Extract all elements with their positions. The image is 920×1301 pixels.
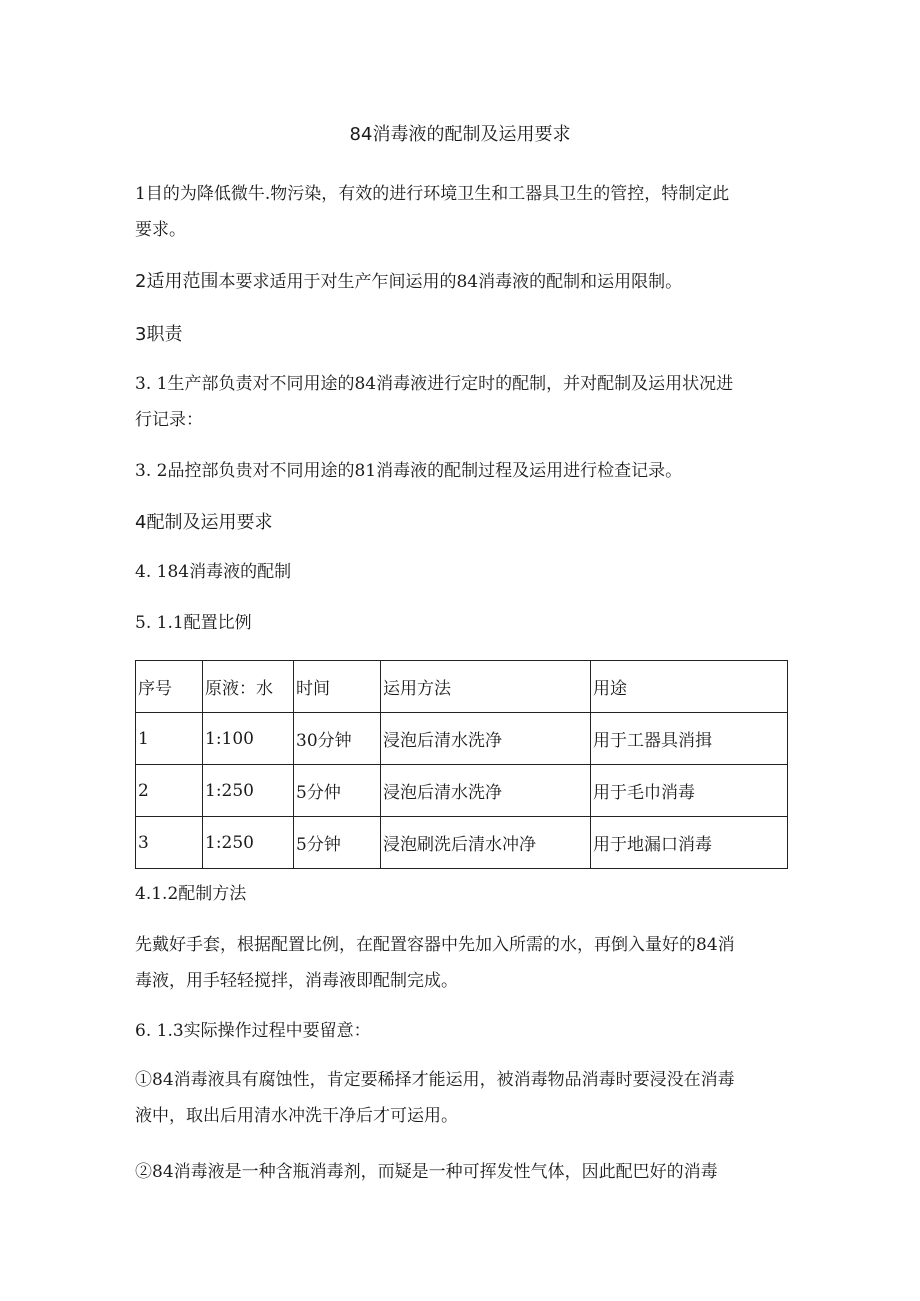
table-header-cell: 序号 (136, 661, 203, 713)
table-cell: 用于工器具消揖 (591, 713, 788, 765)
table-header-cell: 用途 (591, 661, 788, 713)
document-title: 84消毒液的配制及运用要求 (349, 124, 571, 145)
table-header-cell: 时间 (294, 661, 381, 713)
table-row (136, 817, 788, 869)
table-cell: 5分钟 (294, 817, 381, 869)
note-1-line-2: 液中，取出后用清水冲洗干净后才可运用。 (135, 1106, 458, 1126)
scope-paragraph (135, 270, 795, 294)
requirements-sub-1: 4. 184消毒液的配制 (135, 562, 292, 582)
table-cell: 浸泡后清水洗净 (381, 713, 591, 765)
requirements-sub-2: 5. 1.1配置比例 (135, 613, 252, 633)
duties-item-1-line-2: 行记录： (135, 410, 203, 430)
method-line-2: 毒液，用手轻轻搅拌，消毒液即配制完成。 (135, 971, 458, 991)
table-cell: 1:250 (203, 817, 294, 869)
table-row (136, 713, 788, 765)
table-cell: 浸泡刷洗后清水冲净 (381, 817, 591, 869)
table-header-cell: 原液：水 (203, 661, 294, 713)
table-cell: 5分仲 (294, 765, 381, 817)
table-header-cell: 运用方法 (381, 661, 591, 713)
scope-text: 本要求适用于对生产乍间运用的84消毒液的配制和运用限制。 (218, 272, 683, 292)
note-2-line-1: ②84消毒液是一种含瓶消毒剂，而疑是一种可挥发性气体，因此配巴好的消毒 (135, 1162, 718, 1182)
table-cell: 浸泡后清水洗净 (381, 765, 591, 817)
table-cell: 1:250 (203, 765, 294, 817)
duties-item-1-line-1: 3. 1生产部负责对不同用途的84消毒液进行定时的配制，并对配制及运用状况进 (135, 374, 734, 394)
method-heading: 4.1.2配制方法 (135, 884, 247, 904)
table-cell: 用于地漏口消毒 (591, 817, 788, 869)
duties-heading: 3职责 (135, 324, 183, 345)
duties-item-2: 3. 2品控部负贵对不同用途的81消毒液的配制过程及运用进行检查记录。 (135, 461, 683, 481)
table-row (136, 765, 788, 817)
note-1-line-1: ①84消毒液具有腐蚀性，肯定要稀择才能运用，被消毒物品消毒时要浸没在消毒 (135, 1070, 735, 1090)
table-cell: 1 (136, 713, 203, 765)
table-cell: 3 (136, 817, 203, 869)
table-header-row (136, 661, 788, 713)
scope-label: 2适用范围 (135, 271, 219, 292)
ratio-table (135, 660, 788, 869)
purpose-line-2: 要求。 (135, 220, 186, 240)
table-cell: 30分钟 (294, 713, 381, 765)
table-cell: 1:100 (203, 713, 294, 765)
method-line-1: 先戴好手套，根据配置比例，在配置容器中先加入所需的水，再倒入量好的84消 (135, 935, 735, 955)
purpose-line-1: 1目的为降低微牛.物污染，有效的进行环境卫生和工器具卫生的管控，特制定此 (135, 184, 730, 204)
table-cell: 2 (136, 765, 203, 817)
notes-heading: 6. 1.3实际操作过程中要留意： (135, 1021, 371, 1041)
requirements-heading: 4配制及运用要求 (135, 512, 273, 533)
table-cell: 用于毛巾消毒 (591, 765, 788, 817)
